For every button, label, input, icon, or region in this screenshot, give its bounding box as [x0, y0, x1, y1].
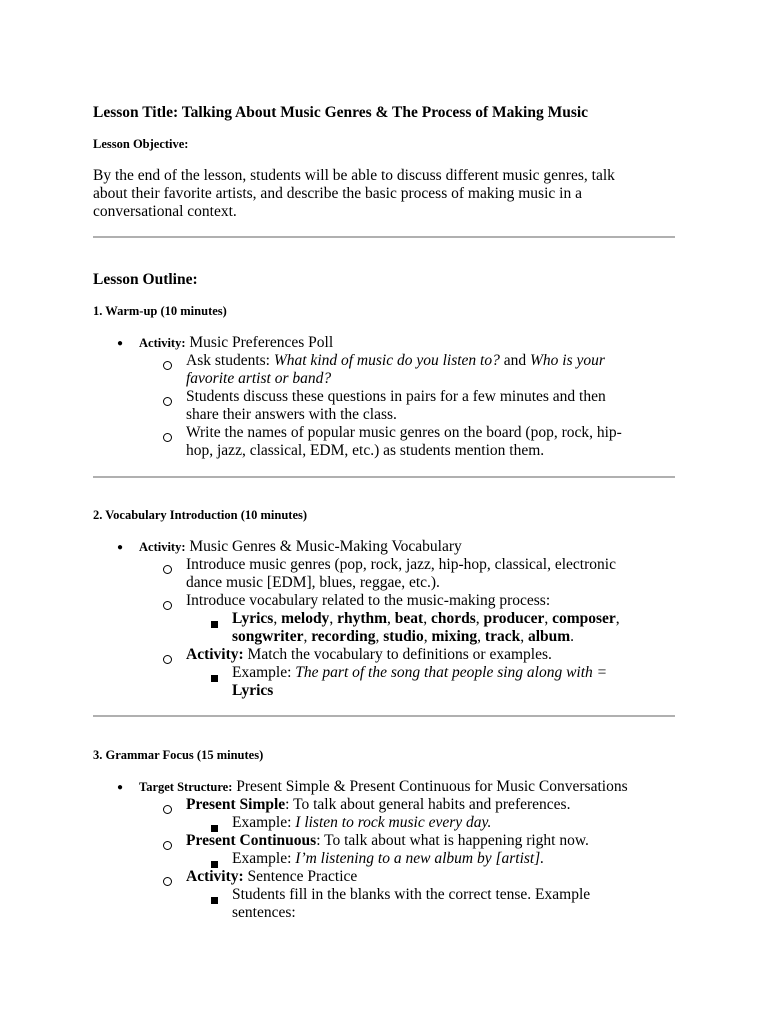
circle-bullet-icon [163, 837, 172, 855]
list-item-continuation: dance music [EDM], blues, reggae, etc.). [186, 574, 440, 591]
list-item: Present Simple: To talk about general habits and preferences. [186, 796, 571, 813]
list-item: Example: I’m listening to a new album by [artist]. [232, 850, 545, 867]
list-item-continuation: Lyrics [232, 682, 274, 699]
list-item: Example: I listen to rock music every day. [232, 814, 492, 831]
bullet-icon: ● [117, 542, 124, 553]
circle-bullet-icon [163, 597, 172, 615]
section-heading-vocabulary: 2. Vocabulary Introduction (10 minutes) [93, 508, 308, 522]
divider [93, 476, 675, 478]
section-heading-warmup: 1. Warm-up (10 minutes) [93, 304, 227, 318]
section-heading-grammar: 3. Grammar Focus (15 minutes) [93, 748, 264, 762]
list-item: Write the names of popular music genres on the board (pop, rock, hip- [186, 424, 622, 441]
list-item: Students fill in the blanks with the correct tense. Example [232, 886, 591, 903]
objective-line: conversational context. [93, 203, 237, 220]
vocab-list: Lyrics, melody, rhythm, beat, chords, producer, composer, [232, 610, 620, 627]
circle-bullet-icon [163, 393, 172, 411]
divider [93, 236, 675, 238]
circle-bullet-icon [163, 801, 172, 819]
lesson-title: Lesson Title: Talking About Music Genres & The Process of Making Music [93, 104, 589, 121]
list-item: Ask students: What kind of music do you listen to? and Who is your [186, 352, 605, 369]
list-item: Activity: Music Genres & Music-Making Vocabulary [139, 538, 462, 555]
list-item: Target Structure: Present Simple & Present Continuous for Music Conversations [139, 778, 628, 795]
square-bullet-icon [211, 669, 218, 687]
list-item: Example: The part of the song that people sing along with = [232, 664, 608, 681]
square-bullet-icon [211, 891, 218, 909]
circle-bullet-icon [163, 561, 172, 579]
list-item: Activity: Sentence Practice [186, 868, 358, 885]
circle-bullet-icon [163, 429, 172, 447]
circle-bullet-icon [163, 357, 172, 375]
vocab-list-continuation: songwriter, recording, studio, mixing, track, album. [232, 628, 575, 645]
list-item-continuation: share their answers with the class. [186, 406, 397, 423]
list-item: Present Continuous: To talk about what is happening right now. [186, 832, 589, 849]
bullet-icon: ● [117, 782, 124, 793]
objective-line: By the end of the lesson, students will be able to discuss different music genres, talk [93, 167, 615, 184]
bullet-icon: ● [117, 338, 124, 349]
list-item-continuation: hop, jazz, classical, EDM, etc.) as students mention them. [186, 442, 545, 459]
objective-text [93, 167, 683, 221]
list-item-continuation: favorite artist or band? [186, 370, 332, 387]
list-item: Introduce vocabulary related to the music-making process: [186, 592, 551, 609]
circle-bullet-icon [163, 651, 172, 669]
list-item: Activity: Match the vocabulary to definitions or examples. [186, 646, 552, 663]
square-bullet-icon [211, 615, 218, 633]
objective-line: about their favorite artists, and describe the basic process of making music in a [93, 185, 582, 202]
list-item-continuation: sentences: [232, 904, 296, 921]
divider [93, 715, 675, 717]
list-item: Students discuss these questions in pairs for a few minutes and then [186, 388, 606, 405]
outline-label: Lesson Outline: [93, 271, 198, 288]
list-item: Introduce music genres (pop, rock, jazz, hip-hop, classical, electronic [186, 556, 616, 573]
objective-label: Lesson Objective: [93, 137, 189, 151]
list-item: Activity: Music Preferences Poll [139, 334, 334, 351]
circle-bullet-icon [163, 873, 172, 891]
